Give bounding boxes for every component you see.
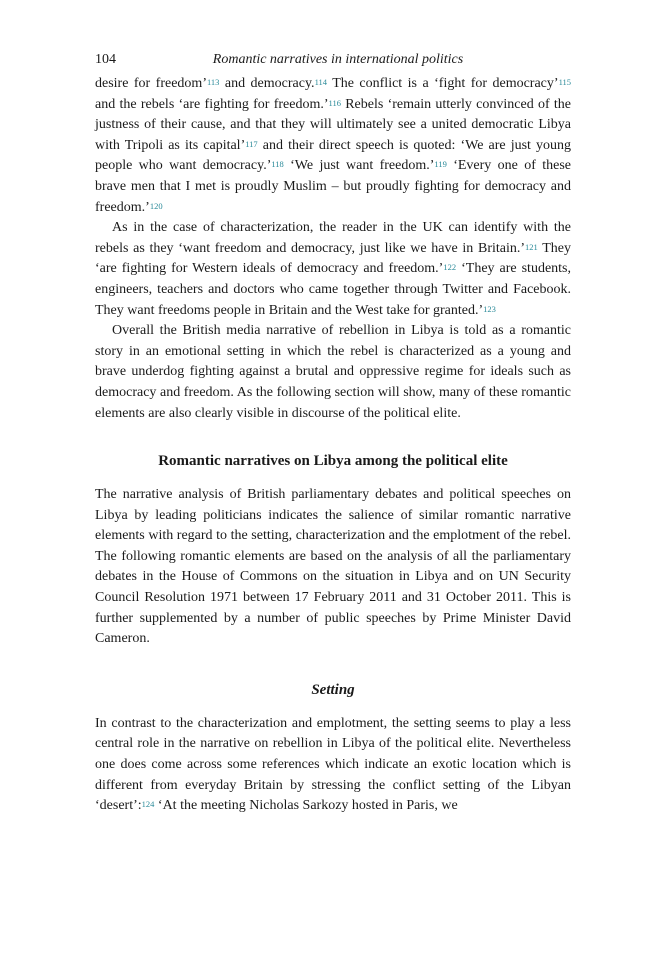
footnote-marker[interactable]: 120 <box>149 200 163 211</box>
footnote-marker[interactable]: 114 <box>314 77 327 87</box>
paragraph <box>95 74 571 218</box>
paragraph <box>95 218 571 321</box>
paragraph <box>95 485 571 650</box>
paragraph-text: ‘We just want freedom.’ <box>283 158 435 174</box>
paragraph <box>95 321 571 424</box>
paragraph-text: ‘At the meeting Nicholas Sarkozy hosted in Paris, we <box>154 798 458 814</box>
footnote-marker[interactable]: 113 <box>206 77 220 87</box>
running-head <box>95 52 571 74</box>
section-text-block <box>95 485 571 650</box>
footnote-marker[interactable]: 118 <box>271 159 284 170</box>
book-page <box>95 52 571 817</box>
paragraph <box>95 714 571 817</box>
footnote-marker[interactable]: 124 <box>141 799 155 810</box>
paragraph-text: and the rebels ‘are fighting for freedom.’ <box>95 96 329 112</box>
footnote-marker[interactable]: 116 <box>328 97 341 108</box>
footnote-marker[interactable]: 117 <box>245 138 258 149</box>
footnote-marker[interactable]: 119 <box>434 159 447 170</box>
page-number: 104 <box>95 52 116 67</box>
paragraph-text: The narrative analysis of British parliamentary debates and political speeches on Libya by leading politicians indicates the salience of similar romantic narrative elements with regard to the setting, characterization and the emplotment of the rebel. The following romantic elements are based on the analysis of all the parliamentary debates in the House of Commons on the situation in Libya and on UN Security Council Resolution 1971 between 17 February 2011 and 31 October 2011. This is further supplemented by a number of public speeches by Prime Minister David Cameron. <box>95 487 571 647</box>
paragraph-text: Overall the British media narrative of rebellion in Libya is told as a romantic story in an emotional setting in which the rebel is characterized as a young and brave underdog fighting against a brutal and oppressive regime for ideals such as democracy and freedom. As the following section will show, many of these romantic elements are also clearly visible in discourse of the political elite. <box>95 323 571 421</box>
paragraph-text: and their direct speech is quoted: ‘We are just young people who want democracy.’ <box>95 137 572 174</box>
running-title: Romantic narratives in international politics <box>212 52 464 67</box>
footnote-marker[interactable]: 123 <box>483 303 496 314</box>
paragraph-text: and democracy. <box>219 76 315 91</box>
paragraph-text: In contrast to the characterization and emplotment, the setting seems to play a less central role in the narrative on rebellion in Libya of the political elite. Nevertheless one does come across some references which indicate an exotic location which is different from everyday Britain by stressing the conflict setting of the Libyan ‘desert’: <box>95 715 571 814</box>
paragraph-text: They ‘are fighting for Western ideals of democracy and freedom.’ <box>95 240 571 277</box>
paragraph-text: The conflict is a ‘fight for democracy’ <box>327 76 559 91</box>
footnote-marker[interactable]: 115 <box>558 77 571 87</box>
paragraph-text: desire for freedom’ <box>95 76 207 91</box>
body-text-block <box>95 74 571 424</box>
paragraph-text: ‘Every one of these brave men that I met is proudly Muslim – but proudly fighting for democracy and freedom.’ <box>95 158 571 215</box>
paragraph-text: As in the case of characterization, the reader in the UK can identify with the rebels as they ‘want freedom and democracy, just like we have in Britain.’ <box>95 220 571 256</box>
paragraph-text: ‘They are students, engineers, teachers and doctors who came together through Twitter and Facebook. They want freedoms people in Britain and the West take for granted.’ <box>95 261 571 318</box>
footnote-marker[interactable]: 121 <box>525 241 538 252</box>
paragraph-text: Rebels ‘remain utterly convinced of the justness of their cause, and that they will ultimately see a united democratic Libya with Tripoli as its capital’ <box>95 96 571 153</box>
footnote-marker[interactable]: 122 <box>443 262 457 273</box>
subsection-text-block <box>95 714 571 817</box>
section-heading: Romantic narratives on Libya among the political elite <box>158 453 508 470</box>
subsection-heading: Setting <box>311 681 355 698</box>
